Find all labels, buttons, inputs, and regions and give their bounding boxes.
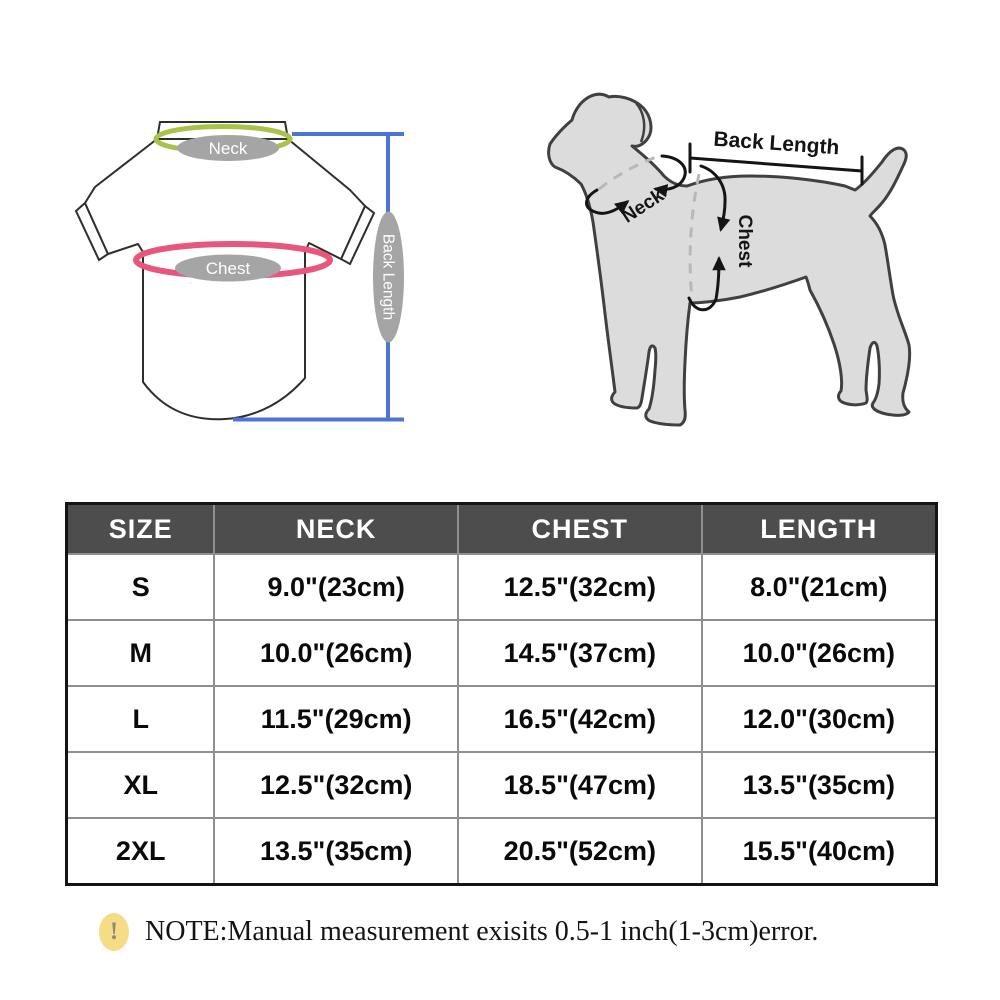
chest-cell: 12.5"(32cm) — [458, 554, 702, 620]
chest-cell: 14.5"(37cm) — [458, 620, 702, 686]
column-header-chest: CHEST — [458, 504, 702, 555]
table-header-row — [67, 504, 937, 555]
table-row — [67, 554, 937, 620]
size-cell: 2XL — [67, 818, 215, 885]
size-cell: S — [67, 554, 215, 620]
note-text: NOTE:Manual measurement exisits 0.5-1 inch(1-3cm)error. — [145, 916, 819, 947]
length-cell: 15.5"(40cm) — [702, 818, 937, 885]
length-cell: 12.0"(30cm) — [702, 686, 937, 752]
neck-badge-label: Neck — [208, 139, 248, 158]
measurement-diagrams — [0, 0, 1000, 470]
size-cell: M — [67, 620, 215, 686]
neck-cell: 12.5"(32cm) — [214, 752, 458, 818]
table-row — [67, 620, 937, 686]
neck-cell: 9.0"(23cm) — [214, 554, 458, 620]
exclamation-icon: ! — [99, 913, 129, 951]
column-header-length: LENGTH — [702, 504, 937, 555]
length-cell: 8.0"(21cm) — [702, 554, 937, 620]
dog-measure-diagram — [549, 94, 910, 425]
chest-cell: 16.5"(42cm) — [458, 686, 702, 752]
size-cell: XL — [67, 752, 215, 818]
size-cell: L — [67, 686, 215, 752]
neck-cell: 10.0"(26cm) — [214, 620, 458, 686]
table-row — [67, 686, 937, 752]
back-length-badge-label: Back Length — [379, 233, 397, 321]
shirt-measure-diagram — [76, 122, 404, 420]
table-row — [67, 818, 937, 885]
chest-cell: 20.5"(52cm) — [458, 818, 702, 885]
dog-neck-label: Neck — [618, 185, 668, 228]
column-header-neck: NECK — [214, 504, 458, 555]
size-chart-table — [65, 502, 938, 886]
dog-chest-label: Chest — [734, 214, 755, 268]
chest-badge-label: Chest — [205, 259, 251, 278]
column-header-size: SIZE — [67, 504, 215, 555]
neck-cell: 13.5"(35cm) — [214, 818, 458, 885]
table-row — [67, 752, 937, 818]
length-cell: 10.0"(26cm) — [702, 620, 937, 686]
dog-back-length-label: Back Length — [712, 127, 841, 160]
length-cell: 13.5"(35cm) — [702, 752, 937, 818]
measurement-note — [99, 906, 959, 958]
chest-cell: 18.5"(47cm) — [458, 752, 702, 818]
neck-cell: 11.5"(29cm) — [214, 686, 458, 752]
